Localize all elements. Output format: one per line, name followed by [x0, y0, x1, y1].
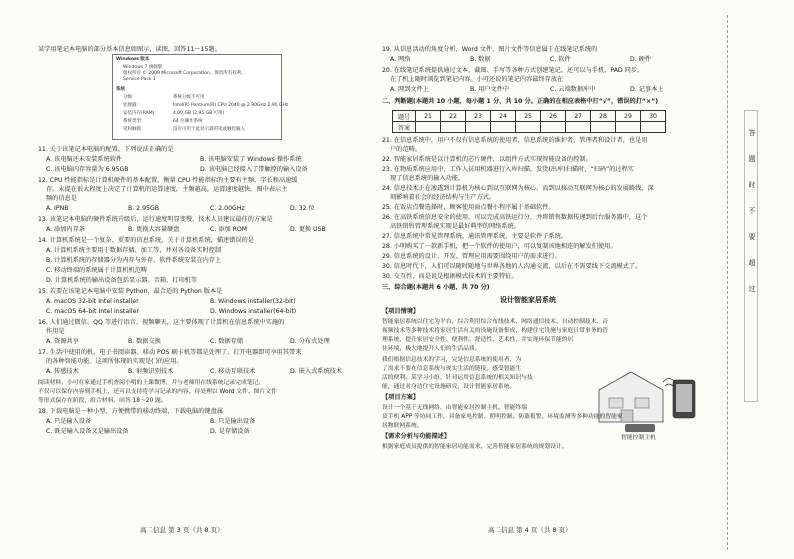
- q19-opt: B. 数据: [470, 56, 491, 63]
- s23-line1: 23. 在物质系统应用中，工作人员用机器进行入库扫描，发货(出库)扫描时，“扫码”的过程实: [382, 166, 634, 173]
- q15-b: B. Windows installer(32-bit): [210, 298, 296, 305]
- q20-opt: D. 记事本上: [630, 86, 664, 93]
- s21-line2: 户的范畴。: [390, 146, 421, 153]
- q18-c: C. 既是输入设备又是输出设备: [46, 428, 129, 435]
- margin-char: 答: [748, 129, 756, 137]
- s29: 29. 信息系统的设计、开发、管理应用需要围绕用户的需求进行。: [382, 253, 561, 260]
- table-cell: 25: [516, 111, 541, 122]
- p4-line1: 根据家庭成员提供的智能家居功能需求，完善智能家居系统的规划设计。: [382, 444, 568, 450]
- left-page: [0, 0, 378, 559]
- section-2-heading: 二、判断题(本题共 10 小题，每小题 1 分，共 10 分。正确的在相应表格中打“√”，错误的打“×”): [382, 98, 659, 105]
- material-line3: 等形式保存在阶段，组合材料，回答 18～20 题。: [38, 398, 167, 404]
- image-caption: 智能控制主机: [621, 435, 656, 441]
- q15-a: A. macOS 32-bit Intel installer: [46, 298, 139, 305]
- s27: 27. 信息系统中常见管理系统、通讯管理系统，主要是软件子系统。: [382, 233, 568, 240]
- table-cell: 29: [616, 111, 641, 122]
- margin-char: 过: [748, 285, 756, 293]
- page-footer-left: 高二信息 第 3 页（共 8 页）: [140, 526, 224, 534]
- q11: 11. 关于该笔记本电脑的配置，下列说法正确的是: [38, 146, 174, 153]
- p2-line1: 我们根据信息技术的学习，完是信息系统的使用者，为: [382, 357, 522, 363]
- q17-opt: A. 传感技术: [46, 368, 79, 375]
- win-row-k: 分级：: [123, 95, 137, 100]
- q15-d: D. Windows installer(64-bit): [210, 308, 297, 315]
- answer-cell[interactable]: [416, 122, 441, 133]
- table-cell: 30: [641, 111, 666, 122]
- s26-line2: 高铁销售管理系统实现是最好典型的网络系统。: [390, 223, 520, 230]
- win-row-k: 系统类型：: [123, 119, 146, 124]
- win-edition: Windows 7 旗舰版: [123, 65, 163, 70]
- q12-line2: 存。未提在很大程度上决定了计算机的运算速度，主频越高，运算速度越快。图中表示主: [46, 186, 288, 193]
- table-cell: 27: [566, 111, 591, 122]
- margin-char: 时: [748, 181, 756, 189]
- tag-requirements: 【需求分析与功能描述】: [382, 433, 451, 440]
- q16-line1: 16. 人们通过微信、QQ 等进行语音、视频聊天，这主要体现了计算机在信息系统中实施的: [38, 319, 285, 326]
- s30: 30. 信息时代下，人们可以随时随地与世界各地的人沟通交流，以后在不需要线下交流模式了。: [382, 263, 642, 270]
- win-row-v: 4.00 GB (2.95 GB 可用): [173, 111, 225, 116]
- q15-c: C. macOS 64-bit Intel installer: [46, 308, 139, 315]
- table-cell: 22: [441, 111, 466, 122]
- q12-opt: D. 32 位: [290, 205, 315, 212]
- p1-line2: 视频技术等多种技术将家居生活有关的设施设备集成，构建住宅设施与家庭日常事务的管: [382, 328, 609, 334]
- answer-cell[interactable]: [541, 122, 566, 133]
- q12-opt: B. 2.95GB: [128, 205, 159, 212]
- p3-line2: 及手机 APP 等协同工作，具备家电控制、照明控制、防盗报警、环境监测等多种功能的智能家: [382, 414, 623, 420]
- q17-opt: D. 嵌入式系统技术: [290, 368, 343, 375]
- s31: 30. 交互性，而是说是根据模式技术的主要特征。: [382, 273, 518, 280]
- answer-cell[interactable]: [641, 122, 666, 133]
- q20-line2: 在了机上随时浏览到笔记内容。小可还说的笔记内容最终存放在: [390, 76, 564, 83]
- q14-d: D. 计算机系统的输出设备包括显示器、音箱、打印机等: [46, 277, 198, 284]
- p1-line1: 智能家居系统以住宅为平台，综合利用综合布线技术、网络通信技术、自动控制技术、音: [382, 319, 609, 325]
- right-page: [378, 0, 708, 559]
- q20-opt: A. 网到文件上: [390, 86, 429, 93]
- s23-line2: 现了信息系统的输入功能。: [390, 175, 465, 182]
- wifi-icon: [665, 384, 673, 386]
- intro-text: 某学用笔记本电脑的部分基本信息如图示，读图，回答11～15题。: [38, 46, 221, 53]
- q20-opt: B. 用户文件中: [470, 86, 510, 93]
- win-row-v: 系统分级不可用: [173, 95, 205, 100]
- smart-home-svg: [591, 360, 703, 445]
- q18-d: D. 是存储设备: [210, 428, 250, 435]
- q17-line1: 17. 生活中使用的机、电子书阅读器、移动 POS 刷卡机等都是处理了，打开电器即可享用其带来: [38, 349, 302, 356]
- q16-opt: D. 分布式处理: [290, 338, 330, 345]
- q19: 19. 从信息活动的角度分析，Word 文件、图片文件等信息属于在线笔记系统的: [382, 46, 598, 53]
- table-cell: 答案: [393, 122, 416, 133]
- binding-margin: [708, 0, 794, 559]
- win-row-v: Intel(R) Pentium(R) CPU 2040 @ 2.90GHz 2.90 GHz: [173, 103, 289, 108]
- q15: 15. 若要在该笔记本电脑中安装 Python，最合适的 Python 版本是: [38, 288, 223, 295]
- answer-table-header-row: [393, 111, 666, 122]
- design-title: 设计智能家居系统: [500, 296, 556, 304]
- p1-line3: 理系统，提升家居安全性、便利性、舒适性、艺术性，并实现环保节能的居: [382, 337, 574, 343]
- win-title: Windows 版本: [116, 57, 150, 62]
- q12-line3: 频的信息是: [46, 195, 77, 202]
- q14-b: B. 计算机系统的存储器分为内存与外存，软件系统安装在内存上: [46, 257, 222, 264]
- q11-d: D. 该电脑已经接入了带触控的输入设备: [200, 166, 308, 173]
- margin-char: 不: [748, 207, 756, 215]
- p2-line4: 能，通过对身边住宅设施研究，设计智能家居系统。: [382, 384, 516, 390]
- q14: 14. 计算机系统是一个复杂、重要的信息系统，关于计算机系统，描述错误的是: [38, 237, 254, 244]
- p1-line4: 住环境，极大地提升人们的生活品质。: [382, 346, 481, 352]
- win-row-v: 64 位操作系统: [173, 119, 203, 124]
- q16-opt: B. 数据交换: [128, 338, 161, 345]
- s25: 25. 在饭店点餐选择时，顾客使用面点餐小程序属于基础软件。: [382, 204, 555, 211]
- q14-a: A. 计算机系统主要用于数据存储、加工等，并对各设备实时控制: [46, 247, 222, 254]
- margin-text: [746, 120, 758, 302]
- s24-line2: 刻影响着社会的经济结构与生产方式。: [390, 194, 496, 201]
- q13-opt: A. 添加内存条: [46, 226, 85, 233]
- win-copyright: 版权所有 © 2009 Microsoft Corporation。保留所有权利。: [123, 71, 246, 76]
- table-cell: 21: [416, 111, 441, 122]
- win-sys-head: 系统: [116, 87, 125, 92]
- s24-line1: 24. 信息技术正在渗透到计算机为核心到以互联网为核心，而到以移动互联网为核心的发展路线，深: [382, 185, 654, 192]
- q12-opt: A. IPNB: [46, 205, 69, 212]
- q19-opt: C. 软件: [550, 56, 571, 63]
- win-row-v: 没有可用于此显示器的笔或触控输入: [173, 127, 245, 132]
- answer-table-answer-row: [393, 122, 666, 133]
- margin-char: 超: [748, 259, 756, 267]
- table-cell: 26: [541, 111, 566, 122]
- s28: 28. 小明购买了一款新手机，把一个软件的使用户，可以复制该地相连的解发们使用。: [382, 243, 617, 250]
- q16-opt: C. 数据存储: [210, 338, 244, 345]
- win-row-k: 安装内存(RAM)：: [123, 111, 159, 116]
- table-cell: 23: [466, 111, 491, 122]
- q12-line1: 12. CPU 性能指标是计算机硬件的基本配置，衡量 CPU 性能指标的主要有主频、字长和高速缓: [38, 177, 298, 184]
- page-footer-right: 高二信息 第 4 页（共 8 页）: [488, 526, 572, 534]
- q14-c: C. 移动终端的系统属于计算机机范畴: [46, 267, 148, 274]
- q17-line2: 的各种智能功能。这项所体现的实现是( )的应用。: [46, 358, 183, 365]
- control-host-icon: [625, 424, 655, 432]
- q16-opt: A. 资源共享: [46, 338, 79, 345]
- p2-line2: 了需求不要在信息系统与现实生活的链接，感受智能生: [382, 366, 522, 372]
- section-3-heading: 三、综合题(本题共 6 小题，共 70 分): [382, 284, 490, 291]
- answer-cell[interactable]: [591, 122, 616, 133]
- tag-project-context: 【项目情境】: [382, 308, 420, 315]
- q18-b: B. 只是输出设备: [210, 418, 256, 425]
- q18-a: A. 只是输入设备: [46, 418, 92, 425]
- p2-line3: 活的便利。某学习小组，针对运用信息系统的相关知识与技: [382, 375, 533, 381]
- p3-line3: 居物联网系统。: [382, 423, 423, 429]
- win-row-k: 笔和触摸：: [123, 127, 146, 132]
- q11-c: C. 该电脑内存容量为 6.95GB: [46, 166, 129, 173]
- q20-line1: 20. 在线笔记系统提供通过文本、截图、手写等各种方式创建笔记，还可以与手机、PAD 同步，: [382, 67, 644, 74]
- material-line2: 不仅可以保存内容到手机上，还可以支持将学习记录的内容、待处理以 Word 文件、图片文件: [38, 389, 277, 395]
- q13-opt: C. 添加 ROM: [210, 226, 248, 233]
- table-cell: 28: [591, 111, 616, 122]
- material-line1: 阅读材料，小可在家通过手机查阅小明的上课微博，并与老师用在线系统记录完成笔记，: [38, 380, 265, 386]
- q11-b: B. 该电脑安装了 Windows 操作系统: [200, 156, 302, 163]
- win-row-k: 处理器：: [123, 103, 141, 108]
- s21-line1: 21. 在信息系统中，用户不仅有信息系统的使用者，信息系统的维护者、管理者和设计者，也是用: [382, 137, 648, 144]
- smart-home-illustration: [591, 360, 703, 445]
- q11-a: A. 该电脑还未安装系统软件: [46, 156, 123, 163]
- q13: 13. 该笔记本电脑的硬件系统升级后，运行速度明显变慢，技术人员建议最佳的方案是: [38, 216, 273, 223]
- q18: 18. 下载电脑是一种小型、方便携带的移动终端，下载电脑的键盘属: [38, 408, 224, 415]
- answer-table: [392, 110, 666, 133]
- answer-cell[interactable]: [491, 122, 516, 133]
- answer-cell[interactable]: [566, 122, 591, 133]
- q12-opt: C. 2.00GHz: [210, 205, 245, 212]
- q17-opt: C. 移动互联技术: [210, 368, 256, 375]
- q17-opt: B. 射频识别技术: [128, 368, 174, 375]
- s26-line1: 26. 在高铁系统信息安全的使用，可以完成高铁运行分，并将销售数据传递到后台服务器中，这个: [382, 214, 648, 221]
- margin-char: 要: [748, 233, 756, 241]
- p3-line1: 设计一个基于无线网络，由智能家居控制主机、智能终端: [382, 405, 527, 411]
- q20-opt: C. 云端数据库中: [550, 86, 596, 93]
- windows-info-screenshot: [112, 54, 289, 140]
- tag-project-plan: 【项目方案】: [382, 394, 420, 401]
- answer-cell[interactable]: [441, 122, 466, 133]
- q13-opt: D. 更换 USB: [290, 226, 326, 233]
- margin-char: 题: [748, 155, 756, 163]
- answer-cell[interactable]: [466, 122, 491, 133]
- table-cell: 24: [491, 111, 516, 122]
- win-sp: Service Pack 1: [123, 77, 156, 82]
- answer-cell[interactable]: [616, 122, 641, 133]
- cut-line: [727, 15, 728, 550]
- answer-cell[interactable]: [516, 122, 541, 133]
- table-cell: 题号: [393, 111, 416, 122]
- q19-opt: D. 硬件: [630, 56, 652, 63]
- q16-line2: 作用是: [46, 328, 65, 335]
- s22: 22. 智能家居系统是以计算机的芯片硬件，以组件方式实现智能设备的控制。: [382, 156, 592, 163]
- q13-opt: B. 更换大容量硬盘: [128, 226, 180, 233]
- q19-opt: A. 网络: [390, 56, 411, 63]
